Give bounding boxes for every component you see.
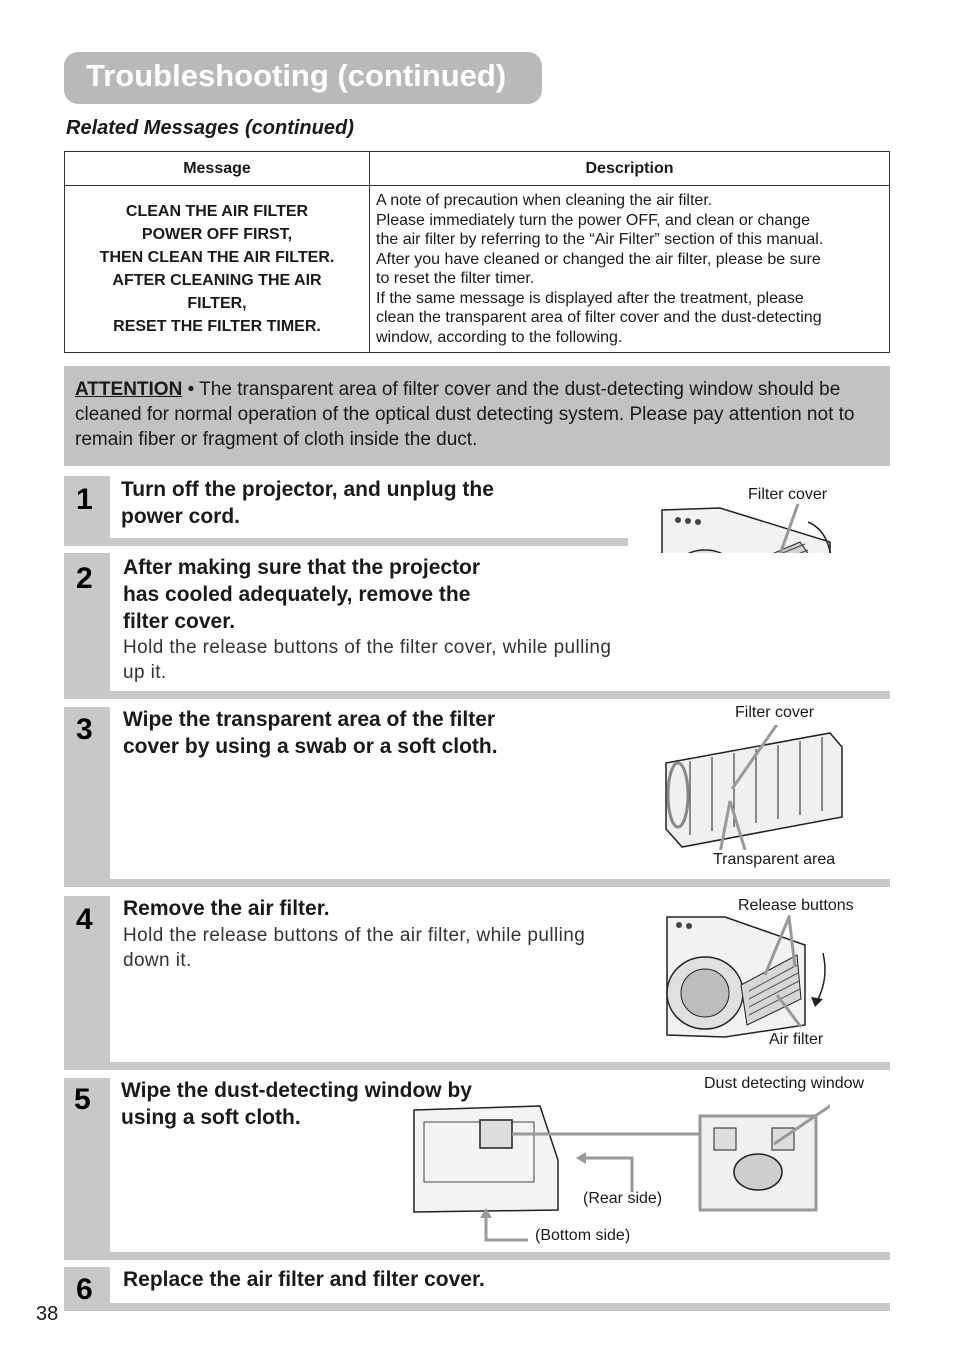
figure-transparent-area	[660, 725, 850, 850]
step-3-heading-line: cover by using a swab or a soft cloth.	[123, 735, 498, 758]
message-line: AFTER CLEANING THE AIR	[112, 272, 322, 289]
description-line: to reset the filter timer.	[376, 270, 535, 287]
label-filter-cover: Filter cover	[748, 486, 828, 503]
description-line: the air filter by referring to the “Air Filter” section of this manual.	[376, 231, 824, 248]
step-6-heading-line: Replace the air filter and filter cover.	[123, 1268, 485, 1291]
description-cell	[370, 186, 890, 353]
step-2-heading-line: has cooled adequately, remove the	[123, 583, 471, 606]
label-release-buttons-4: Release buttons	[738, 897, 854, 914]
step-1-heading	[121, 476, 621, 530]
description-line: window, according to the following.	[376, 328, 623, 346]
step-1-heading-line: power cord.	[121, 505, 241, 528]
column-header-description: Description	[370, 152, 890, 186]
figure-air-filter-removal	[665, 915, 845, 1040]
projector-air-filter-illustration	[665, 915, 845, 1040]
step-2-number: 2	[76, 562, 93, 595]
label-bottom-side: (Bottom side)	[535, 1227, 631, 1244]
step-2-heading-line: filter cover.	[123, 610, 236, 633]
step-4-instructions: Hold the release buttons of the air filter, while pulling down it.	[123, 925, 586, 971]
section-title-suffix: (continued)	[244, 117, 354, 139]
step-6-number: 6	[76, 1273, 93, 1306]
projector-bottom-illustration	[410, 1100, 830, 1246]
description-line: clean the transparent area of filter cover and the dust-detecting	[376, 309, 822, 326]
step-3-heading-line: Wipe the transparent area of the filter	[123, 708, 496, 731]
page-title: Troubleshooting (continued)	[86, 58, 507, 93]
label-dust-detecting-window: Dust detecting window	[704, 1075, 865, 1092]
figure-dust-detecting-window	[410, 1100, 830, 1246]
message-line: THEN CLEAN THE AIR FILTER.	[99, 249, 335, 266]
section-title	[66, 117, 354, 140]
filter-cover-illustration	[660, 725, 850, 850]
step-3-heading	[123, 706, 623, 760]
step-4-heading	[123, 895, 623, 922]
step-5-heading-line: using a soft cloth.	[121, 1106, 301, 1129]
step-1-heading-line: Turn off the projector, and unplug the	[121, 478, 494, 501]
page-number: 38	[36, 1303, 59, 1325]
table-row	[65, 186, 890, 353]
step-2-heading-line: After making sure that the projector	[123, 556, 481, 579]
message-cell	[65, 186, 370, 353]
message-line: RESET THE FILTER TIMER.	[113, 318, 321, 335]
column-header-message: Message	[65, 152, 370, 186]
attention-label: ATTENTION	[75, 379, 183, 400]
description-line: Please immediately turn the power OFF, and clean or change	[376, 211, 811, 229]
step-4-heading-line: Remove the air filter.	[123, 897, 330, 920]
step-5-heading-line: Wipe the dust-detecting window by	[121, 1079, 472, 1102]
label-rear-side: (Rear side)	[583, 1190, 663, 1207]
description-line: If the same message is displayed after the treatment, please	[376, 289, 804, 307]
section-title-main: Related Messages	[66, 117, 240, 139]
step-6-heading	[123, 1266, 723, 1293]
description-line: A note of precaution when cleaning the air filter.	[376, 192, 713, 209]
step-2-instructions: Hold the release buttons of the filter cover, while pulling up it.	[123, 637, 612, 683]
label-transparent-area: Transparent area	[713, 851, 836, 868]
attention-body: • The transparent area of filter cover and the dust-detecting window should be cleaned for normal operation of the optical dust detecting system. Please pay attention not to remain fiber or fragment of cloth inside the duct.	[75, 379, 855, 450]
step-4-number: 4	[76, 903, 93, 936]
attention-text	[75, 377, 875, 452]
description-line: After you have cleaned or changed the air filter, please be sure	[376, 250, 821, 268]
step-3-number: 3	[76, 713, 93, 746]
message-line: FILTER,	[187, 295, 247, 312]
label-air-filter: Air filter	[769, 1031, 824, 1048]
message-line: CLEAN THE AIR FILTER	[125, 203, 309, 220]
step-2-heading	[123, 554, 633, 635]
messages-table	[64, 151, 890, 353]
message-line: POWER OFF FIRST,	[141, 226, 293, 243]
label-filter-cover-3: Filter cover	[735, 704, 815, 721]
step-1-number: 1	[76, 483, 93, 516]
step-5-number: 5	[74, 1083, 91, 1116]
table-header-row	[65, 152, 890, 186]
